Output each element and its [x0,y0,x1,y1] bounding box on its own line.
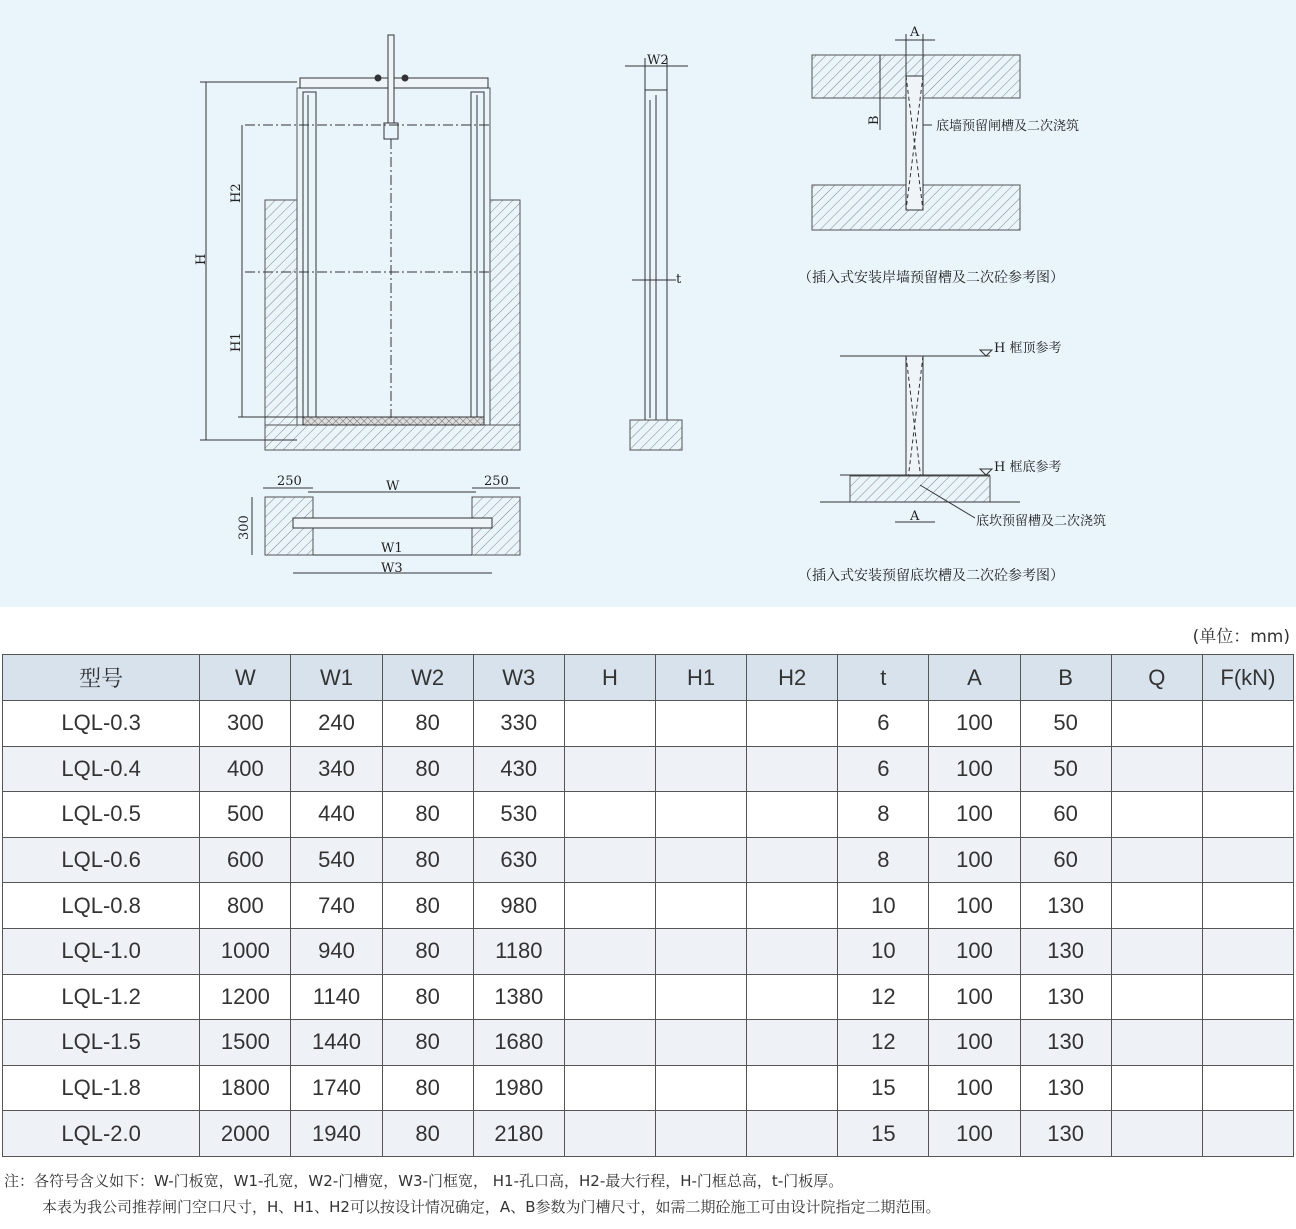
table-cell [564,928,655,974]
table-cell: LQL-1.5 [3,1020,200,1066]
table-cell [747,1111,838,1157]
dim-A-top: A [910,25,920,40]
table-cell [747,701,838,747]
table-cell: 80 [382,792,473,838]
table-cell [747,792,838,838]
frame-bottom-ref: H 框底参考 [994,460,1062,475]
table-cell: 8 [838,792,929,838]
table-cell [1111,1065,1202,1111]
table-cell: 80 [382,837,473,883]
table-row [3,1111,1294,1157]
table-cell: 60 [1020,792,1111,838]
table-cell: 130 [1020,1111,1111,1157]
table-cell: 80 [382,746,473,792]
dim-W: W [386,479,400,494]
table-cell [564,837,655,883]
col-header-model: 型号 [3,655,200,701]
table-cell: LQL-0.3 [3,701,200,747]
unit-label: (单位：mm) [1192,627,1290,647]
table-cell: 100 [929,746,1020,792]
table-cell: 6 [838,701,929,747]
table-cell [656,1111,747,1157]
wall-slot-caption: （插入式安装岸墙预留槽及二次砼参考图） [798,270,1064,286]
table-cell: 100 [929,701,1020,747]
table-cell: LQL-1.8 [3,1065,200,1111]
table-cell: 630 [473,837,564,883]
table-cell: 80 [382,974,473,1020]
dim-250-left: 250 [277,474,302,489]
table-cell: LQL-0.4 [3,746,200,792]
table-cell: 12 [838,1020,929,1066]
table-cell [564,974,655,1020]
table-cell [656,701,747,747]
table-cell: 80 [382,1020,473,1066]
table-cell [1202,792,1293,838]
table-cell: 440 [291,792,382,838]
table-cell: 940 [291,928,382,974]
table-cell [1111,974,1202,1020]
table-cell: 50 [1020,746,1111,792]
table-cell: 330 [473,701,564,747]
table-cell: 1500 [200,1020,291,1066]
table-cell: 980 [473,883,564,929]
table-cell [564,1020,655,1066]
sill-slot-callout: 底坎预留槽及二次浇筑 [976,514,1107,529]
table-row [3,837,1294,883]
col-header-W2: W2 [382,655,473,701]
table-cell [564,701,655,747]
table-cell: 1680 [473,1020,564,1066]
table-cell [747,746,838,792]
table-cell: 8 [838,837,929,883]
table-cell: 100 [929,883,1020,929]
table-cell: 800 [200,883,291,929]
dim-H: H [194,253,209,265]
table-cell [1202,928,1293,974]
table-cell: 1940 [291,1111,382,1157]
table-cell [1111,746,1202,792]
col-header-H2: H2 [747,655,838,701]
table-cell: 1200 [200,974,291,1020]
table-cell [1111,701,1202,747]
table-cell: 400 [200,746,291,792]
table-cell: 80 [382,1065,473,1111]
table-cell [1111,928,1202,974]
table-cell [656,746,747,792]
col-header-F: F(kN) [1202,655,1293,701]
dim-H2: H2 [229,183,244,203]
dim-250-right: 250 [484,474,509,489]
table-cell: 540 [291,837,382,883]
table-cell: 80 [382,883,473,929]
table-cell: 50 [1020,701,1111,747]
table-cell: 100 [929,837,1020,883]
col-header-B: B [1020,655,1111,701]
col-header-Q: Q [1111,655,1202,701]
col-header-H1: H1 [656,655,747,701]
table-cell: 12 [838,974,929,1020]
table-row [3,701,1294,747]
table-cell [1202,883,1293,929]
table-cell: 2180 [473,1111,564,1157]
table-cell: 1000 [200,928,291,974]
col-header-H: H [564,655,655,701]
table-cell [747,974,838,1020]
table-cell: 100 [929,792,1020,838]
dim-W1: W1 [381,541,403,556]
table-cell: 600 [200,837,291,883]
table-cell: 80 [382,928,473,974]
table-cell: 60 [1020,837,1111,883]
dim-W2: W2 [647,53,669,68]
table-cell: 1980 [473,1065,564,1111]
table-cell [564,1065,655,1111]
table-cell [747,1065,838,1111]
table-cell [747,928,838,974]
wall-slot-callout: 底墙预留闸槽及二次浇筑 [936,119,1080,134]
table-cell: 80 [382,701,473,747]
table-cell: 100 [929,928,1020,974]
table-row [3,883,1294,929]
note-line-1: 注：各符号含义如下：W-门板宽，W1-孔宽，W2-门槽宽，W3-门框宽， H1-孔口高，H2-最大行程，H-门框总高，t-门板厚。 [4,1172,844,1190]
table-cell: 130 [1020,1065,1111,1111]
table-cell [656,1020,747,1066]
table-cell [747,883,838,929]
table-cell: 130 [1020,928,1111,974]
spec-table [2,654,1294,1157]
table-cell [1202,837,1293,883]
table-cell [747,837,838,883]
table-cell [656,837,747,883]
dim-W3: W3 [381,561,403,576]
table-cell: LQL-1.0 [3,928,200,974]
dim-300: 300 [237,515,252,540]
table-cell [656,928,747,974]
table-cell: LQL-0.5 [3,792,200,838]
dim-B: B [867,115,882,125]
table-cell: 1800 [200,1065,291,1111]
table-cell [747,1020,838,1066]
col-header-W3: W3 [473,655,564,701]
table-row [3,928,1294,974]
dim-A-bottom: A [910,509,920,524]
table-cell [1202,1065,1293,1111]
table-cell: 130 [1020,1020,1111,1066]
table-header-row [3,655,1294,701]
table-cell [1202,1111,1293,1157]
table-cell [656,792,747,838]
table-cell: 6 [838,746,929,792]
table-cell: 100 [929,1111,1020,1157]
table-cell: LQL-1.2 [3,974,200,1020]
table-cell [564,746,655,792]
table-row [3,974,1294,1020]
table-cell: LQL-2.0 [3,1111,200,1157]
front-view [200,35,520,450]
table-cell: 300 [200,701,291,747]
table-cell [1202,701,1293,747]
table-cell: 1740 [291,1065,382,1111]
table-cell: 1380 [473,974,564,1020]
table-cell [564,883,655,929]
table-cell [656,883,747,929]
table-cell [656,974,747,1020]
col-header-A: A [929,655,1020,701]
table-cell: 740 [291,883,382,929]
dim-H1: H1 [229,332,244,352]
table-cell: 1140 [291,974,382,1020]
table-cell: 15 [838,1065,929,1111]
table-cell [1111,837,1202,883]
drawing-panel [0,0,1296,607]
table-cell [1202,746,1293,792]
table-cell: 530 [473,792,564,838]
table-cell: LQL-0.8 [3,883,200,929]
table-cell: 100 [929,974,1020,1020]
table-cell: 10 [838,928,929,974]
table-cell [1111,883,1202,929]
technical-drawing [0,0,1296,607]
table-cell: 1180 [473,928,564,974]
table-cell [564,1111,655,1157]
table-cell: 10 [838,883,929,929]
table-cell [1111,1020,1202,1066]
table-cell: 2000 [200,1111,291,1157]
table-cell [564,792,655,838]
table-cell [1111,1111,1202,1157]
table-cell: 500 [200,792,291,838]
table-row [3,1065,1294,1111]
sill-slot-detail [820,350,1020,522]
table-cell: LQL-0.6 [3,837,200,883]
table-cell: 100 [929,1065,1020,1111]
table-cell: 15 [838,1111,929,1157]
notes [4,1168,940,1220]
dim-t: t [676,272,682,287]
table-cell: 130 [1020,974,1111,1020]
table-cell: 130 [1020,883,1111,929]
frame-top-ref: H 框顶参考 [994,341,1062,356]
col-header-W: W [200,655,291,701]
table-cell [1202,1020,1293,1066]
side-view [625,58,688,450]
table-cell [1111,792,1202,838]
table-row [3,746,1294,792]
table-row [3,1020,1294,1066]
col-header-t: t [838,655,929,701]
table-row [3,792,1294,838]
note-line-2: 本表为我公司推荐闸门空口尺寸，H、H1、H2可以按设计情况确定，A、B参数为门槽尺寸，如需二期砼施工可由设计院指定二期范围。 [42,1198,941,1216]
table-cell [656,1065,747,1111]
col-header-W1: W1 [291,655,382,701]
table-cell: 430 [473,746,564,792]
table-cell: 100 [929,1020,1020,1066]
table-cell [1202,974,1293,1020]
table-cell: 80 [382,1111,473,1157]
sill-slot-caption: （插入式安装预留底坎槽及二次砼参考图） [798,568,1064,584]
table-cell: 340 [291,746,382,792]
table-cell: 240 [291,701,382,747]
table-cell: 1440 [291,1020,382,1066]
